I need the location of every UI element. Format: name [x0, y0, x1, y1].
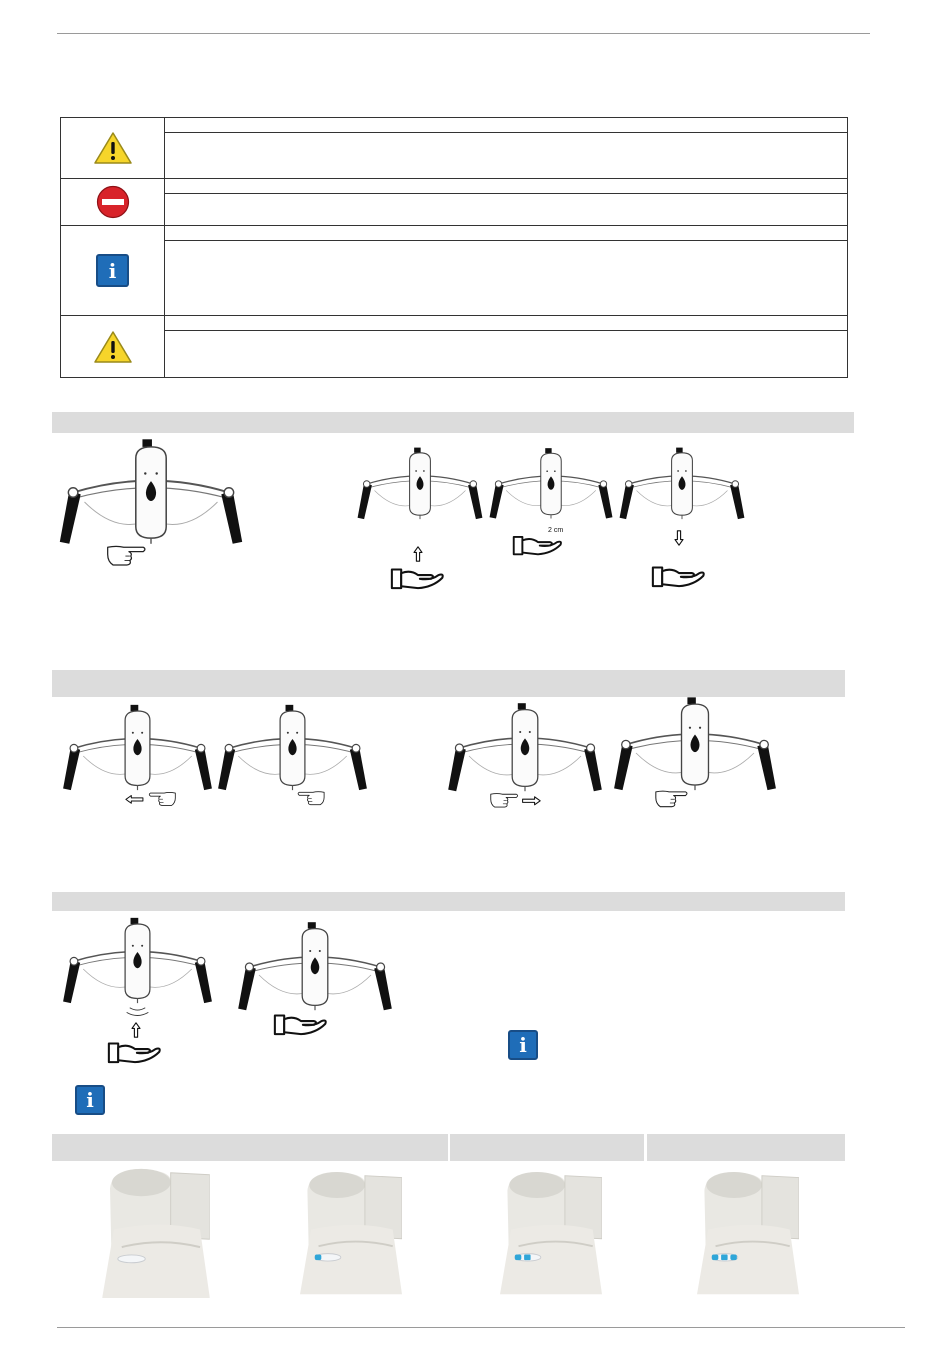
handle-figure-touch — [56, 434, 246, 570]
handle-figure-touch-right — [610, 694, 780, 812]
notice-row-warning — [61, 316, 847, 377]
section-bar-3 — [52, 892, 845, 911]
notice-icon-cell — [61, 179, 165, 225]
notice-row-prohibition — [61, 179, 847, 226]
notice-icon-cell — [61, 118, 165, 178]
distance-label: 2 cm — [548, 527, 564, 534]
section-bar-1 — [52, 412, 854, 433]
notices-table — [60, 117, 848, 378]
hand-open-icon — [102, 1036, 168, 1064]
notice-heading-cell — [165, 316, 847, 331]
info-icon: i — [96, 254, 129, 287]
warning-icon — [93, 330, 133, 364]
warning-icon — [93, 131, 133, 165]
notice-row-info — [61, 226, 847, 316]
light-indicator-level-0 — [100, 1161, 212, 1298]
footer-rule — [57, 1327, 905, 1328]
info-icon: i — [75, 1085, 105, 1115]
light-indicator-level-2 — [500, 1161, 602, 1298]
section-bar-4b — [450, 1134, 644, 1161]
light-indicator-level-1 — [300, 1161, 402, 1298]
handle-figure-lift — [355, 434, 485, 534]
notice-row-warning — [61, 118, 847, 179]
handle-figure-sensor — [60, 910, 215, 1028]
hand-open-icon — [651, 560, 707, 588]
notice-heading-cell — [165, 179, 847, 194]
no-entry-icon — [96, 185, 130, 219]
section-bar-4c — [647, 1134, 845, 1161]
arrow-down-icon — [674, 530, 684, 546]
arrow-up-icon — [413, 546, 423, 562]
handle-figure-hold — [487, 434, 615, 534]
hand-open-icon — [268, 1008, 334, 1036]
handle-figure-swipe-left — [60, 700, 215, 812]
section-bar-4a — [52, 1134, 448, 1161]
handle-figure-swipe-right — [445, 700, 605, 812]
notice-heading-cell — [165, 118, 847, 133]
header-rule — [57, 33, 870, 34]
handle-figure-lower — [617, 434, 747, 534]
light-indicator-level-3 — [697, 1161, 799, 1298]
section-bar-2 — [52, 670, 845, 697]
notice-icon-cell — [61, 316, 165, 377]
handle-figure-sensor-idle — [235, 912, 395, 1022]
notice-icon-cell — [61, 226, 165, 315]
handle-figure-touch-left — [215, 700, 370, 812]
notice-heading-cell — [165, 226, 847, 241]
hand-open-icon — [510, 530, 566, 556]
hand-open-icon — [390, 562, 446, 590]
info-icon: i — [508, 1030, 538, 1060]
